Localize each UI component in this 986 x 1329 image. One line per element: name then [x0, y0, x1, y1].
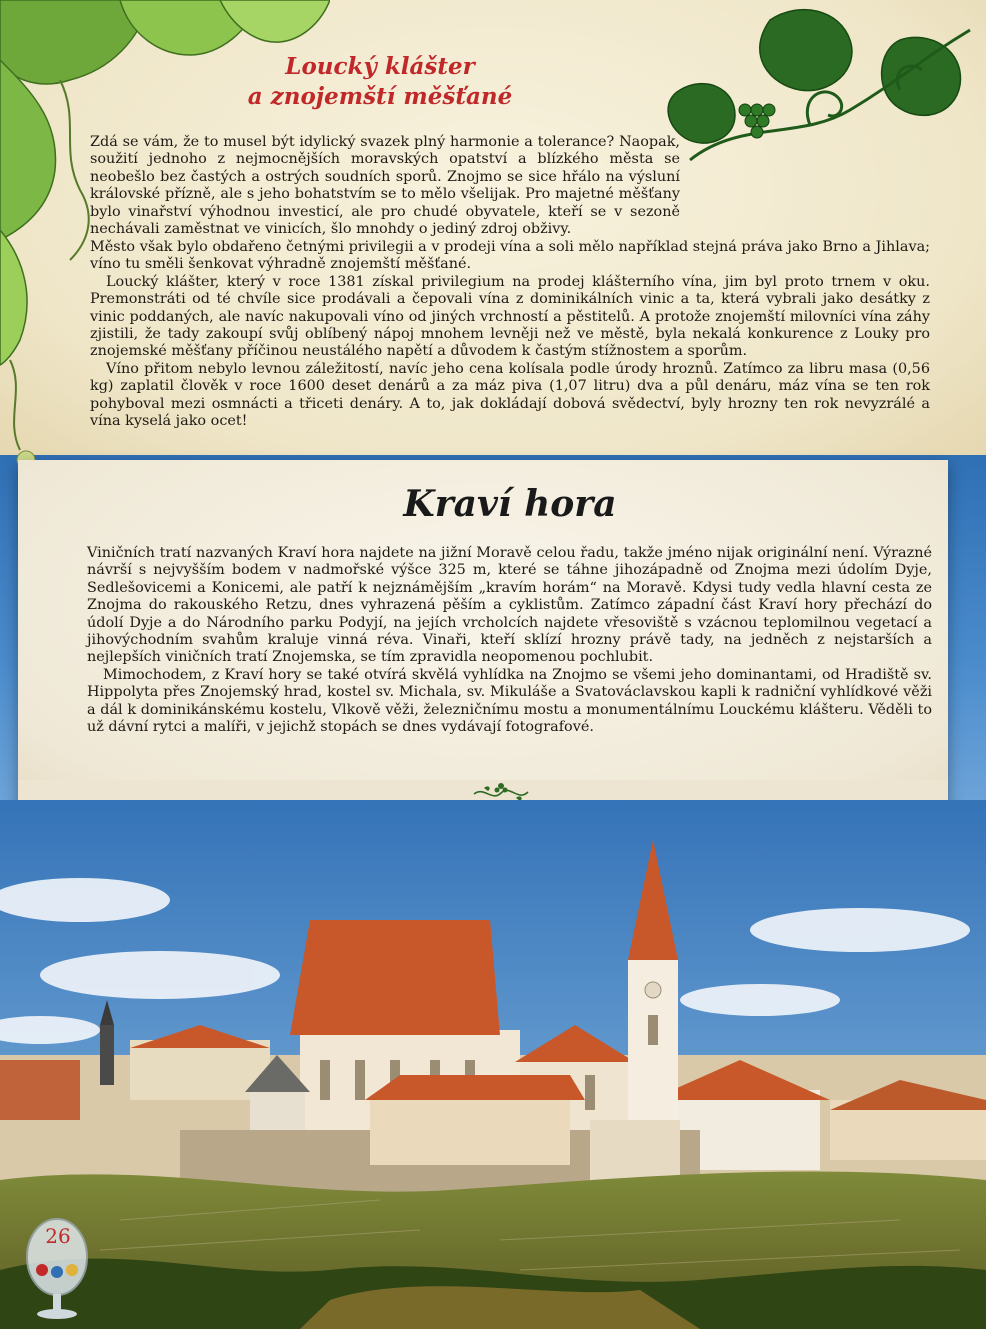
paragraph: Víno přitom nebylo levnou záležitostí, navíc jeho cena kolísala podle úrody hroznů. Zatímco za libru masa (0,56 kg) zaplatil člověk v roce 1600 deset denárů a za máz piva (1,07 litru) dva a půl denáru, máz vína se ten rok pohyboval mezi osmnácti a třiceti denáry. A to, jak dokládají dobová svědectví, byly hrozny ten rok nevyzrálé a vína kyselá jako ocet!: [90, 360, 930, 430]
paragraph: Zdá se vám, že to musel být idylický svazek plný harmonie a tolerance? Naopak, soužití jednoho z nejmocnějších moravských opatství a blízkého města se neobešlo bez častých a ostrých soudních sporů. Znojmo se sice hřálo na výsluní královské přízně, ale s jeho bohatstvím se to mělo všelijak. Pro majetné měšťany bylo vinařství výhodnou investicí, ale pro chudé obyvatele, kteří se v sezoně nechávali zaměstnat ve vinicích, šlo mnohdy o jediný zdroj obživy.: [90, 134, 680, 238]
section2-text: [87, 545, 932, 736]
paragraph: Mimochodem, z Kraví hory se také otvírá skvělá vyhlídka na Znojmo se všemi jeho dominantami, od Hradiště sv. Hippolyta přes Znojemský hrad, kostel sv. Michala, sv. Mikuláše a Svatováclavskou kapli k radniční vyhlídkové věži a dál k dominikánskému kostelu, Vlkově věži, železničnímu mostu a monumentálnímu Louckému klášteru. Věděli to už dávní rytci a malíři, v jejichž stopách se dnes vydávají fotografové.: [87, 666, 932, 736]
title-line-2: a znojemští měšťané: [247, 83, 513, 110]
title-line-1: Loucký klášter: [285, 53, 475, 80]
section-title-loucky-klaster: [230, 52, 530, 112]
znojmo-photo: [0, 800, 986, 1329]
page-number: 26: [45, 1224, 71, 1248]
section1-text-wide: [90, 239, 930, 430]
paragraph: Loucký klášter, který v roce 1381 získal privilegium na prodej klášterního vína, jim byl proto trnem v oku. Premonstráti od té chvíle sice prodávali a čepovali vína z dominikálních vinic a ta, která vybrali jako desátky z vinic poddaných, ale navíc nakupovali víno od jiných vrchností a pěstitelů. A protože znojemští milovníci vína záhy zjistili, že tady zakoupí svůj oblíbený nápoj mnohem levněji než ve městě, byla nekalá konkurence z Louky pro znojemské měšťany příčinou neustálého napětí a důvodem k častým stížnostem a sporům.: [90, 273, 930, 360]
section-title-kravi-hora: Kraví hora: [403, 483, 617, 525]
grape-vine-top-right-decoration: [650, 0, 986, 170]
paragraph: Viničních tratí nazvaných Kraví hora najdete na jižní Moravě celou řadu, takže jméno nijak originální není. Výrazné návrší s nejvyšším bodem v nadmořské výšce 325 m, které se táhne jihozápadně od Znojma mezi údolím Dyje, Sedlešovicemi a Konicemi, ale patří k nejznámějším „kravím horám“ na Moravě. Kdysi tudy vedla hlavní cesta ze Znojma do rakouského Retzu, dnes vyhrazená pěším a cyklistům. Zatímco západní část Kraví hory přechází do údolí Dyje a do Národního parku Podyjí, na jejích vrcholcích najdete vřesoviště s vzácnou teplomilnou vegetací a jihovýchodním svahům kraluje vinná réva. Vinaři, kteří sklízí hrozny právě tady, na jedněch z nejstarších a nejlepších viničních tratí Znojemska, se tím zpravidla neopomenou pochlubit.: [87, 545, 932, 666]
section1-text-narrow: [90, 134, 680, 238]
paragraph: Město však bylo obdařeno četnými privilegii a v prodeji vína a soli mělo například stejná práva jako Brno a Jihlava; víno tu směli šenkovat výhradně znojemští měšťané.: [90, 239, 930, 273]
